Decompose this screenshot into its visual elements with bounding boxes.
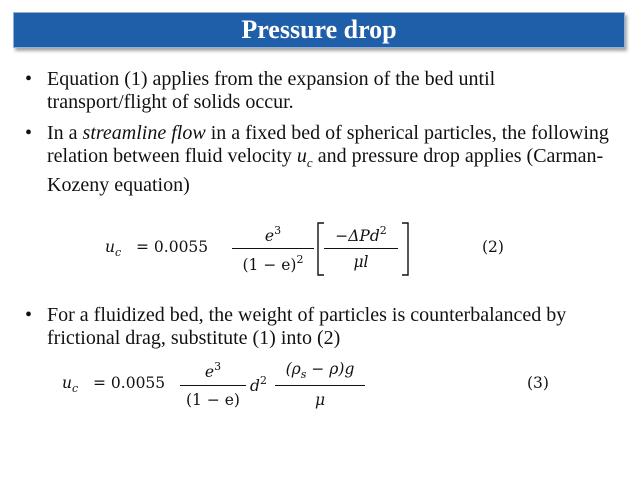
bullet-3-text: For a fluidized bed, the weight of particles is counterbalanced by frictional drag, substitute (1) into (2) — [47, 304, 567, 349]
slide-title-bar — [13, 12, 625, 48]
eq2-fraction-line-2 — [324, 248, 398, 249]
eq3-label: (3) — [527, 374, 549, 392]
eq2-lhs: $u_c$ — [105, 238, 122, 259]
eq2-num1: $e^3$ — [264, 224, 282, 245]
bullet-1 — [25, 68, 615, 114]
eq3-lhs: $u_c$ — [62, 374, 79, 395]
streamline-flow-emphasis: streamline flow — [82, 122, 206, 144]
eq3-num2: $(\rho_s - \rho)g$ — [285, 360, 355, 381]
eq3-den1: (1 − e) — [186, 391, 240, 409]
eq3-den2: μ — [314, 391, 326, 409]
eq3-d-squared: $d^2$ — [250, 374, 267, 395]
eq2-fraction-line-1 — [232, 248, 314, 249]
bullet-1-text: Equation (1) applies from the expansion of the bed until transport/flight of solids occur. — [47, 68, 496, 113]
eq2-den1: $(1 - e)^2$ — [242, 253, 304, 274]
bullet-dot: • — [25, 304, 33, 326]
bullet-2 — [25, 122, 615, 197]
bullet-3 — [25, 304, 615, 350]
eq3-num1: $e^3$ — [204, 360, 222, 381]
eq2-num2: −ΔPd$^2$ — [335, 224, 387, 245]
velocity-variable: u — [296, 145, 307, 167]
eq3-fraction-line-1 — [180, 385, 246, 386]
eq3-coefficient: = 0.0055 — [93, 374, 166, 392]
eq2-label: (2) — [482, 238, 504, 256]
eq2-coefficient: = 0.0055 — [136, 238, 209, 256]
bullet-2-text: In a streamline flow in a fixed bed of spherical particles, the following relation between fluid velocity $u_c$ and pressure drop applies (Carman-Kozeny equation) — [47, 122, 609, 196]
eq3-fraction-line-2 — [275, 385, 365, 386]
bullet-dot: • — [25, 68, 33, 90]
eq2-den2: μl — [353, 253, 369, 271]
slide-title: Pressure drop — [241, 15, 397, 44]
bullet-dot: • — [25, 122, 33, 144]
